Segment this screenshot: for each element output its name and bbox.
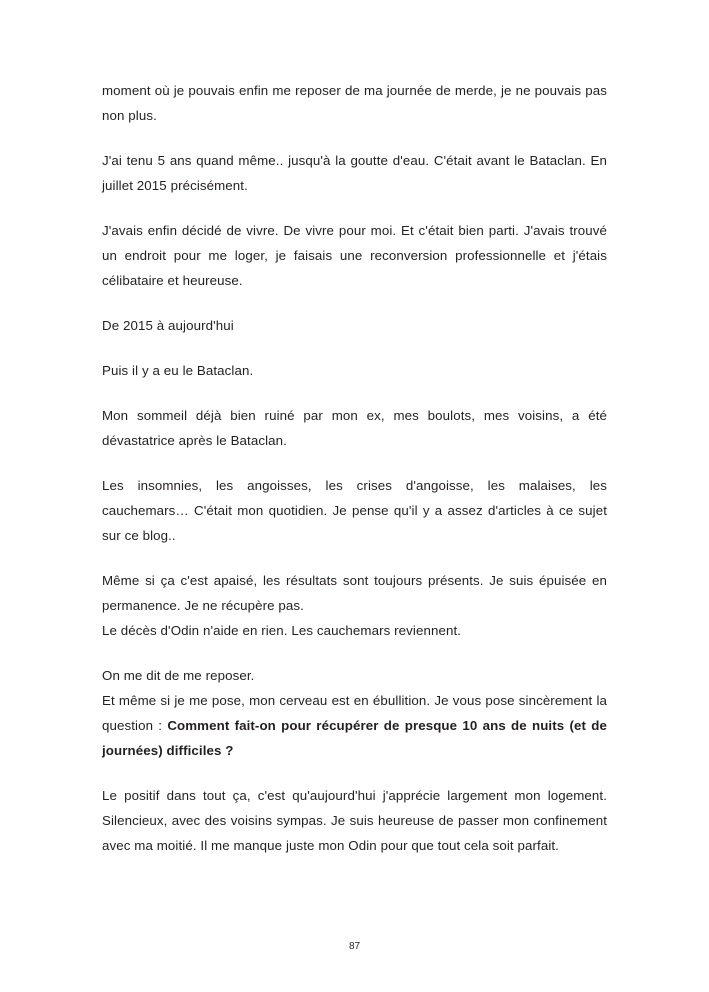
page-number: 87 [348,941,361,952]
paragraph: J'ai tenu 5 ans quand même.. jusqu'à la goutte d'eau. C'était avant le Bataclan. En juillet 2015 précisément. [102,153,607,193]
paragraph-bold-text: Comment fait-on pour récupérer de presque 10 ans de nuits (et de journées) difficiles ? [102,718,607,758]
paragraph: moment où je pouvais enfin me reposer de ma journée de merde, je ne pouvais pas non plus. [102,83,607,123]
paragraph: Les insomnies, les angoisses, les crises d'angoisse, les malaises, les cauchemars… C'était mon quotidien. Je pense qu'il y a assez d'articles à ce sujet sur ce blog.. [102,478,607,543]
paragraph: De 2015 à aujourd'hui [102,318,234,333]
paragraph-with-emphasis [102,663,607,763]
paragraph: Le positif dans tout ça, c'est qu'aujourd'hui j'apprécie largement mon logement. Silencieux, avec des voisins sympas. Je suis heureuse de passer mon confinement avec ma moitié. Il me manque juste mon Odin pour que tout cela soit parfait. [102,788,607,853]
page-body [102,78,607,858]
paragraph: J'avais enfin décidé de vivre. De vivre pour moi. Et c'était bien parti. J'avais trouvé un endroit pour me loger, je faisais une reconversion professionnelle et j'étais célibataire et heureuse. [102,223,607,288]
paragraph: Même si ça c'est apaisé, les résultats sont toujours présents. Je suis épuisée en permanence. Je ne récupère pas. Le décès d'Odin n'aide en rien. Les cauchemars reviennent. [102,573,607,638]
paragraph: Mon sommeil déjà bien ruiné par mon ex, mes boulots, mes voisins, a été dévastatrice après le Bataclan. [102,408,607,448]
paragraph-lead-text: On me dit de me reposer. Et même si je me pose, mon cerveau est en ébullition. Je vous pose sincèrement la question : [102,668,607,733]
paragraph: Puis il y a eu le Bataclan. [102,363,254,378]
